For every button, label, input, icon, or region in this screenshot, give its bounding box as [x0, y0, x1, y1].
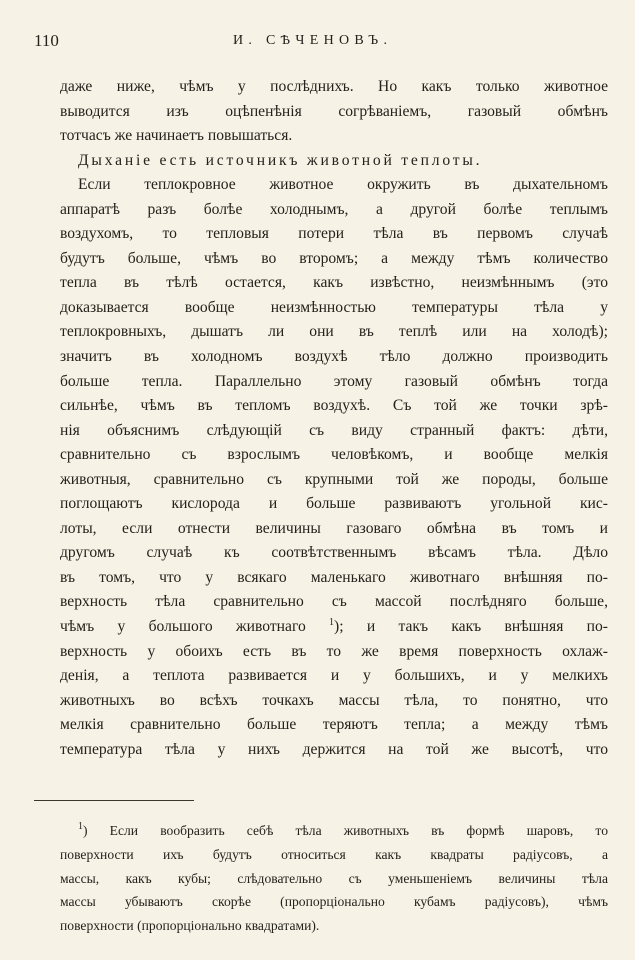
text-line: температура тѣла у нихъ держится на той же высотѣ, что — [60, 740, 608, 758]
text-line: животныя, сравнительно съ крупными той же породы, больше — [60, 470, 608, 488]
footnote — [60, 819, 608, 938]
text-line: сильнѣе, чѣмъ въ тепломъ воздухѣ. Съ той же точки зрѣ- — [60, 397, 608, 415]
text-line-part: ); и такъ какъ внѣшняя по- — [334, 618, 608, 636]
text-line: поглощаютъ кислорода и больше развиваютъ угольной кис- — [60, 495, 608, 513]
text-line: значитъ въ холодномъ воздухѣ тѣло должно производить — [60, 348, 608, 366]
text-line: даже ниже, чѣмъ у послѣднихъ. Но какъ только животное — [60, 78, 608, 95]
footnote-line: поверхности ихъ будутъ относиться какъ квадраты радіусовъ, а — [60, 846, 608, 862]
text-line: сравнительно съ взрослымъ человѣкомъ, и вообще мелкія — [60, 446, 608, 464]
page-number: 110 — [34, 31, 59, 50]
main-text — [60, 75, 608, 762]
footnote-divider — [34, 800, 194, 801]
text-line: нія объяснимъ слѣдующій съ виду странный фактъ: дѣти, — [60, 421, 608, 439]
footnote-ref[interactable]: 1 — [329, 617, 335, 629]
text-line-part: чѣмъ у большого животнаго — [60, 618, 306, 636]
text-line: тепла въ тѣлѣ остается, какъ извѣстно, неизмѣннымъ (это — [60, 274, 608, 292]
text-line: Если теплокровное животное окружить въ дыхательномъ — [78, 176, 608, 194]
text-line: выводится изъ оцѣпенѣнія согрѣваніемъ, газовый обмѣнъ — [60, 102, 608, 120]
footnote-line — [60, 819, 608, 843]
footnote-line-text: Если вообразить себѣ тѣла животныхъ въ формѣ шаровъ, то — [109, 823, 608, 838]
footnote-marker: 1 — [78, 821, 83, 832]
section-heading: Дыханіе есть источникъ животной теплоты. — [78, 151, 483, 169]
text-line: тотчасъ же начинаетъ повышаться. — [60, 127, 293, 145]
text-line: верхность тѣла сравнительно съ массой послѣдняго больше, — [60, 593, 608, 611]
running-title: И. СѢЧЕНОВЪ. — [233, 33, 393, 48]
text-line: аппаратѣ разъ болѣе холоднымъ, а другой болѣе теплымъ — [60, 200, 608, 218]
text-line: лоты, если отнести величины газоваго обмѣна въ томъ и — [60, 519, 608, 537]
text-line: въ томъ, что у всякаго маленькаго животнаго внѣшняя по- — [60, 568, 608, 586]
text-line: другомъ случаѣ къ соотвѣтственнымъ вѣсамъ тѣла. Дѣло — [60, 544, 608, 562]
text-line: воздухомъ, то тепловыя потери тѣла въ первомъ случаѣ — [60, 225, 608, 243]
text-line: теплокровныхъ, дышатъ ли они въ теплѣ или на холодѣ); — [60, 323, 608, 341]
text-line: больше тепла. Параллельно этому газовый обмѣнъ тогда — [60, 372, 608, 390]
footnote-line: поверхности (пропорціонально квадратами). — [60, 918, 320, 934]
footnote-line: массы убываютъ скорѣе (пропорціонально кубамъ радіусовъ), чѣмъ — [60, 894, 608, 910]
text-line: животныхъ во всѣхъ точкахъ массы тѣла, то понятно, что — [60, 691, 608, 709]
footnote-line: массы, какъ кубы; слѣдовательно съ уменьшеніемъ величины тѣла — [60, 870, 608, 886]
text-line: денія, а теплота развивается и у большихъ, и у мелкихъ — [60, 667, 608, 685]
footnote-paren: ) — [83, 823, 88, 838]
text-line: мелкія сравнительно больше теряютъ тепла; а между тѣмъ — [60, 716, 608, 734]
text-line: доказывается вообще неизмѣнностью температуры тѣла у — [60, 298, 608, 316]
text-line: будутъ больше, чѣмъ во второмъ; а между тѣмъ количество — [60, 249, 608, 267]
text-line-with-footnote — [60, 615, 608, 640]
text-line: верхность у обоихъ есть въ то же время поверхность охлаж- — [60, 642, 608, 660]
